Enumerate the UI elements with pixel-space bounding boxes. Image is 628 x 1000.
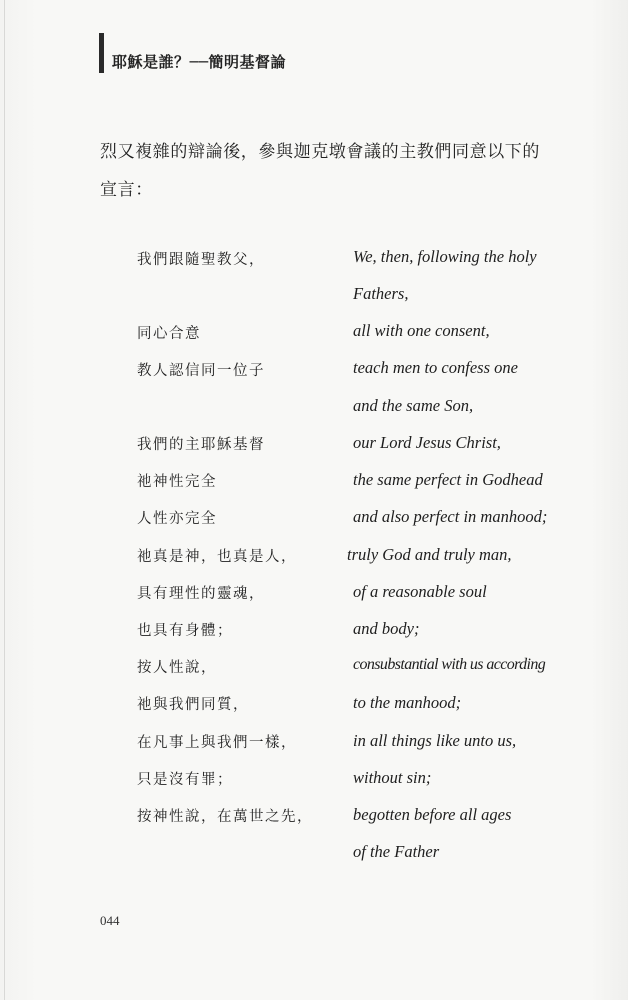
creed-line-zh: 人性亦完全 <box>137 511 217 527</box>
intro-line: 烈又複雜的辯論後，參與迦克墩會議的主教們同意以下的 <box>100 142 540 162</box>
creed-line-en: teach men to confess one <box>353 358 518 377</box>
creed-line-zh: 只是沒有罪； <box>137 772 233 788</box>
creed-line-en: in all things like unto us, <box>353 731 517 750</box>
creed-line-zh: 祂真是神，也真是人， <box>137 549 297 565</box>
creed-line-en: We, then, following the holy <box>353 247 537 266</box>
creed-line-en: of the Father <box>353 842 440 861</box>
running-header-title: 耶穌是誰？──簡明基督論 <box>112 53 287 71</box>
creed-line-zh: 在凡事上與我們一樣， <box>137 735 297 751</box>
creed-line-en: and body; <box>353 619 420 638</box>
creed-line-zh: 教人認信同一位子 <box>137 363 265 379</box>
page-number: 044 <box>100 913 120 928</box>
creed-line-zh: 我們的主耶穌基督 <box>137 437 265 453</box>
creed-line-en: and also perfect in manhood; <box>353 507 548 526</box>
creed-line-en: Fathers, <box>353 284 409 303</box>
intro-paragraph <box>100 133 570 209</box>
creed-line-en: of a reasonable soul <box>353 582 487 601</box>
creed-line-en: consubstantial with us according <box>353 656 546 673</box>
creed-line-en: all with one consent, <box>353 321 490 340</box>
creed-line-en: our Lord Jesus Christ, <box>353 433 501 452</box>
creed-line-en: without sin; <box>353 768 432 787</box>
creed-line-zh: 按神性說，在萬世之先， <box>137 809 313 825</box>
page-edge-line <box>4 0 5 1000</box>
running-header-bar <box>99 33 104 73</box>
creed-line-zh: 具有理性的靈魂， <box>137 586 265 602</box>
creed-line-zh: 祂神性完全 <box>137 474 217 490</box>
creed-line-zh: 祂與我們同質， <box>137 697 249 713</box>
intro-line: 宣言： <box>100 180 153 200</box>
creed-line-zh: 我們跟隨聖教父， <box>137 252 265 268</box>
creed-line-en: the same perfect in Godhead <box>353 470 543 489</box>
creed-line-en: and the same Son, <box>353 396 474 415</box>
creed-line-zh: 也具有身體； <box>137 623 233 639</box>
creed-line-en: to the manhood; <box>353 693 462 712</box>
creed-line-en: begotten before all ages <box>353 805 512 824</box>
creed-line-zh: 按人性說， <box>137 660 217 676</box>
creed-line-en: truly God and truly man, <box>347 545 512 564</box>
creed-line-zh: 同心合意 <box>137 326 201 342</box>
